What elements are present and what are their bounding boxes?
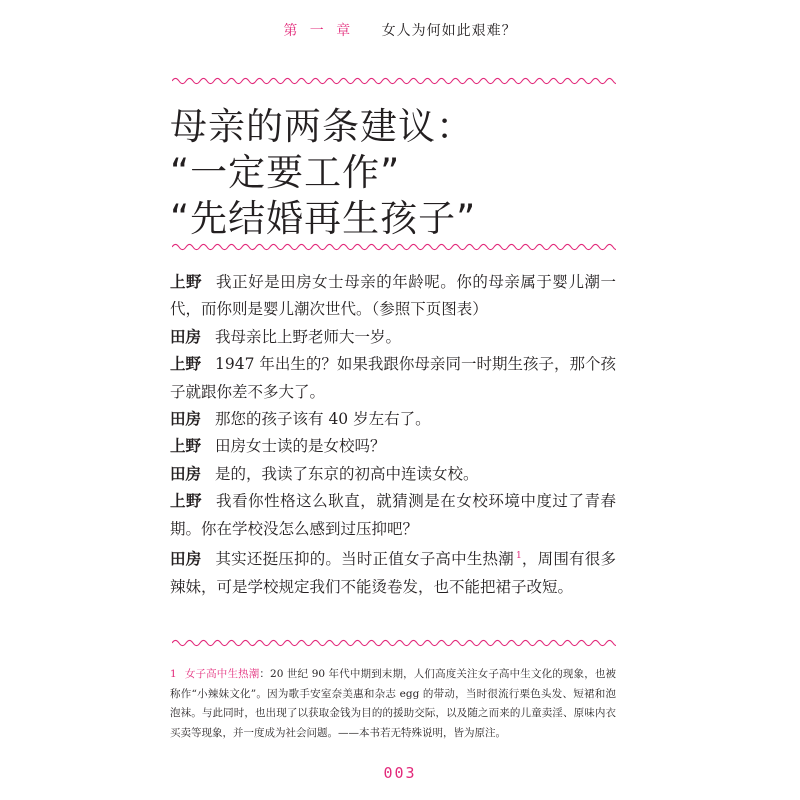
dialogue-line [170, 461, 616, 488]
dialogue-line [170, 406, 616, 433]
footnote-reference[interactable]: 1 [515, 551, 522, 562]
dialogue-text: 其实还挺压抑的。当时正值女子高中生热潮 [215, 550, 514, 569]
footnote-text: ：20 世纪 90 年代中期到末期，人们高度关注女子高中生文化的现象，也被称作“小辣妹文化”。因为歌手安室奈美惠和杂志 egg 的带动，当时很流行栗色头发、短裙和泡泡袜。与此同时，也出现了以获取金钱为目的的援助交际，以及随之而来的儿童卖淫、原味内衣买卖等现象，并一度成为社会问题。——本书若无特殊说明，皆为原注。 [170, 668, 617, 739]
title-line: 母亲的两条建议： [170, 105, 474, 148]
speaker-name: 上野 [170, 355, 202, 374]
dialogue-line [170, 351, 616, 406]
footnote [170, 665, 616, 743]
chapter-label: 第 一 章 [283, 23, 355, 39]
wavy-line [172, 244, 616, 249]
dialogue-line [170, 543, 616, 601]
footnote-number: 1 [170, 668, 177, 680]
title-line: “一定要工作” [170, 151, 401, 194]
section-title [170, 104, 620, 242]
wavy-divider-middle [172, 242, 616, 252]
speaker-name: 田房 [170, 464, 202, 483]
dialogue-line [170, 433, 616, 460]
footnote-term: 女子高中生热潮 [184, 668, 260, 680]
wavy-line [172, 78, 616, 83]
dialogue [170, 269, 616, 601]
dialogue-text: 我看你性格这么耿直，就猜测是在女校环境中度过了青春期。你在学校没怎么感到过压抑吧？ [170, 492, 616, 538]
dialogue-text-continued: ，周围有很多辣妹，可是学校规定我们不能烫卷发，也不能把裙子改短。 [170, 550, 616, 596]
wavy-divider-top [172, 76, 616, 86]
dialogue-text: 我母亲比上野老师大一岁。 [215, 327, 402, 346]
title-line: “先结婚再生孩子” [170, 197, 477, 240]
running-header [0, 20, 800, 40]
speaker-name: 上野 [170, 273, 203, 291]
page-number: 003 [383, 764, 417, 782]
speaker-name: 上野 [170, 437, 202, 456]
dialogue-text: 那您的孩子该有 40 岁左右了。 [215, 410, 431, 429]
speaker-name: 田房 [170, 410, 202, 429]
dialogue-text: 是的，我读了东京的初高中连读女校。 [215, 464, 479, 483]
wavy-line [172, 640, 616, 645]
dialogue-line [170, 488, 616, 543]
speaker-name: 上野 [170, 492, 203, 511]
chapter-title: 女人为何如此艰难？ [381, 23, 517, 39]
dialogue-line [170, 324, 616, 351]
dialogue-text: 田房女士读的是女校吗？ [215, 437, 386, 456]
dialogue-text: 我正好是田房女士母亲的年龄呢。你的母亲属于婴儿潮一代，而你则是婴儿潮次世代。（参照下页图表） [170, 273, 616, 319]
speaker-name: 田房 [170, 327, 202, 346]
dialogue-line [170, 269, 616, 324]
wavy-divider-bottom [172, 638, 616, 648]
dialogue-text: 1947 年出生的？如果我跟你母亲同一时期生孩子，那个孩子就跟你差不多大了。 [170, 355, 616, 401]
speaker-name: 田房 [170, 550, 202, 569]
